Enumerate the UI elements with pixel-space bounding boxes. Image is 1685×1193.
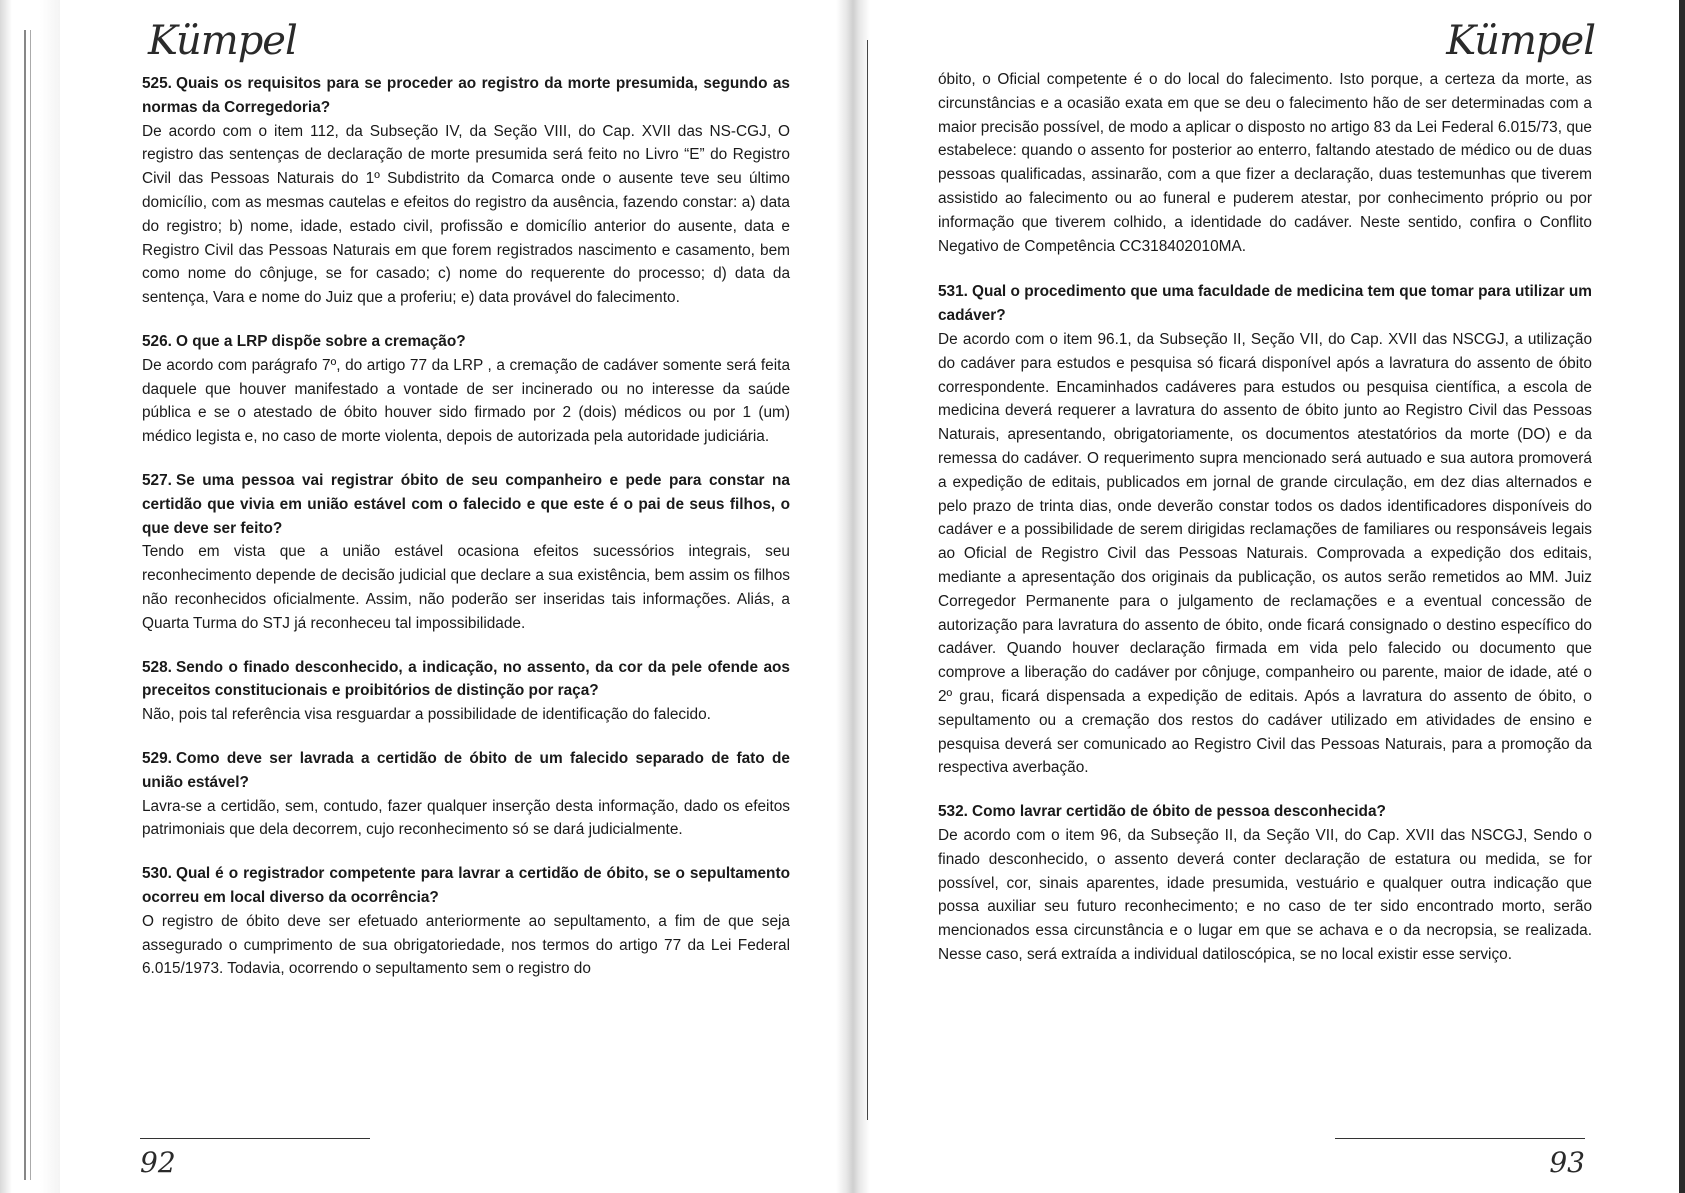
question	[938, 800, 1592, 824]
question	[142, 862, 790, 910]
question-number: 526.	[142, 332, 172, 350]
qa-item-527	[142, 469, 790, 636]
page-number: 93	[1549, 1146, 1585, 1179]
left-page	[0, 0, 842, 1193]
right-page	[842, 0, 1685, 1193]
answer: De acordo com o item 96, da Subseção II, da Seção VII, do Cap. XVII das NSCGJ, Sendo o finado desconhecido, o assento deverá conter declaração de estatura ou medida, se for possível, cor, sinais aparentes, idade presumida, vestuário e qualquer outra indicação que possa auxiliar seu futuro reconhecimento; e no caso de ter sido encontrado morto, serão mencionados essa circunstância e o lugar em que se achava e o da necropsia, se realizada. Nesse caso, será extraída a individual datiloscópica, se no local existir esse serviço.	[938, 826, 1592, 963]
left-page-content	[142, 72, 790, 1001]
question	[142, 469, 790, 540]
question-number: 525.	[142, 75, 172, 92]
question	[142, 747, 790, 795]
qa-item-530	[142, 862, 790, 981]
qa-item-525	[142, 72, 790, 310]
qa-item-526	[142, 330, 790, 449]
answer: De acordo com o item 96.1, da Subseção II, Seção VII, do Cap. XVII das NSCGJ, a utilização do cadáver para estudos e pesquisa só ficará disponível após a lavratura do assento de óbito correspondente. Encaminhados cadáveres para estudos ou pesquisa científica, a escola de medicina deverá requerer a lavratura do assento de óbito junto ao Registro Civil das Pessoas Naturais, apresentando, obrigatoriamente, os documentos atestatórios da morte (DO) e da remessa do cadáver. O requerimento supra mencionado será autuado e sua autora promoverá a expedição de editais, publicados em jornal de grande circulação, em dez dias alternados e pelo prazo de trinta dias, onde deverão constar todos os dados identificadores disponíveis do cadáver e a possibilidade de serem dirigidas reclamações de familiares ou responsáveis legais ao Oficial de Registro Civil das Pessoas Naturais. Comprovada a expedição dos editais, mediante a apresentação dos originais da publicação, os autos serão remetidos ao MM. Juiz Corregedor Permanente para o julgamento de reclamações e a eventual concessão de autorização para lavratura do assento de óbito, onde ficará consignado o destino específico do cadáver. Quando houver declaração firmada em vida pelo falecido ou documento que comprove a liberação do cadáver por cônjuge, companheiro ou parente, maior de idade, até o 2º grau, ficará dispensada a expedição de editais. Após a lavratura do assento de óbito, o sepultamento ou a cremação dos restos do cadáver utilizado em atividades de ensino e pesquisa deverá ser comunicado ao Registro Civil das Pessoas Naturais, para a promoção da respectiva averbação.	[938, 330, 1592, 777]
question-text: Quais os requisitos para se proceder ao registro da morte presumida, segundo as normas da Corregedoria?	[142, 75, 790, 116]
question-number: 527.	[142, 471, 172, 489]
question	[142, 72, 790, 120]
question-number: 531.	[938, 283, 968, 301]
footer-rule	[1335, 1138, 1585, 1139]
answer: Tendo em vista que a união estável ocasiona efeitos sucessórios integrais, seu reconhecimento depende de decisão judicial que declare a sua existência, bem assim os filhos não reconhecidos oficialmente. Assim, não poderão ser inseridas tais informações. Aliás, a Quarta Turma do STJ já reconheceu tal impossibilidade.	[142, 543, 790, 632]
right-page-content	[938, 68, 1592, 987]
question-number: 532.	[938, 803, 968, 821]
qa-item-532	[938, 800, 1592, 967]
brand-logo-right: Kümpel	[1446, 18, 1595, 64]
question-text: Se uma pessoa vai registrar óbito de seu companheiro e pede para constar na certidão que vivia em união estável com o falecido e que este é o pai de seus filhos, o que deve ser feito?	[142, 471, 790, 537]
answer: O registro de óbito deve ser efetuado anteriormente ao sepultamento, a fim de que seja assegurado o cumprimento de sua obrigatoriedade, nos termos do artigo 77 da Lei Federal 6.015/1973. Todavia, ocorrendo o sepultamento sem o registro do	[142, 912, 790, 978]
answer: De acordo com o item 112, da Subseção IV, da Seção VIII, do Cap. XVII das NS-CGJ, O registro das sentenças de declaração de morte presumida será feito no Livro “E” do Registro Civil das Pessoas Naturais do 1º Subdistrito da Comarca onde o ausente teve seu último domicílio, com as mesmas cautelas e efeitos do registro da ausência, fazendo constar: a) data do registro; b) nome, idade, estado civil, profissão e domicílio anterior do ausente, data e Registro Civil das Pessoas Naturais em que forem registrados nascimento e casamento, bem como nome do cônjuge, se for casado; c) nome do requerente do processo; d) data da sentença, Vara e nome do Juiz que a proferiu; e) data provável do falecimento.	[142, 122, 790, 307]
question	[938, 280, 1592, 328]
question-text: Qual o procedimento que uma faculdade de medicina tem que tomar para utilizar um cadáver?	[938, 283, 1592, 325]
question-number: 529.	[142, 749, 172, 767]
answer: Lavra-se a certidão, sem, contudo, fazer qualquer inserção desta informação, dado os efeitos patrimoniais que dela decorrem, cujo reconhecimento só se dará judicialmente.	[142, 797, 790, 839]
answer: De acordo com parágrafo 7º, do artigo 77 da LRP , a cremação de cadáver somente será feita daquele que houver manifestado a vontade de ser incinerado ou no interesse da saúde pública e se o atestado de óbito houver sido firmado por 2 (dois) médicos ou por 1 (um) médico legista e, no caso de morte violenta, depois de autorizada pela autoridade judiciária.	[142, 356, 790, 446]
qa-item-531	[938, 280, 1592, 780]
brand-logo-left: Kümpel	[148, 18, 297, 64]
question-text: Qual é o registrador competente para lavrar a certidão de óbito, se o sepultamento ocorreu em local diverso da ocorrência?	[142, 865, 790, 906]
qa-item-529	[142, 747, 790, 842]
question-number: 530.	[142, 865, 172, 883]
question-text: Como deve ser lavrada a certidão de óbito de um falecido separado de fato de união estável?	[142, 749, 790, 791]
question-text: O que a LRP dispõe sobre a cremação?	[175, 332, 466, 350]
answer-continuation: óbito, o Oficial competente é o do local do falecimento. Isto porque, a certeza da morte, as circunstâncias e a ocasião exata em que se deu o falecimento hão de ser determinadas com a maior precisão possível, de modo a aplicar o disposto no artigo 83 da Lei Federal 6.015/73, que estabelece: quando o assento for posterior ao enterro, faltando atestado de médico ou de duas pessoas qualificadas, assinarão, com a que fizer a declaração, duas testemunhas que tiverem assistido ao falecimento ou ao funeral e puderem atestar, por conhecimento próprio ou por informação que tiverem colhido, a identidade do cadáver. Neste sentido, confira o Conflito Negativo de Competência CC318402010MA.	[938, 71, 1592, 255]
answer: Não, pois tal referência visa resguardar a possibilidade de identificação do falecido.	[142, 706, 711, 724]
question-number: 528.	[142, 658, 172, 676]
qa-item-528	[142, 656, 790, 727]
question-text: Sendo o finado desconhecido, a indicação, no assento, da cor da pele ofende aos preceitos constitucionais e proibitórios de distinção por raça?	[142, 658, 790, 700]
question	[142, 656, 790, 704]
question-text: Como lavrar certidão de óbito de pessoa desconhecida?	[971, 803, 1386, 821]
footer-rule	[140, 1138, 370, 1139]
page-number: 92	[140, 1146, 176, 1179]
question	[142, 330, 790, 354]
